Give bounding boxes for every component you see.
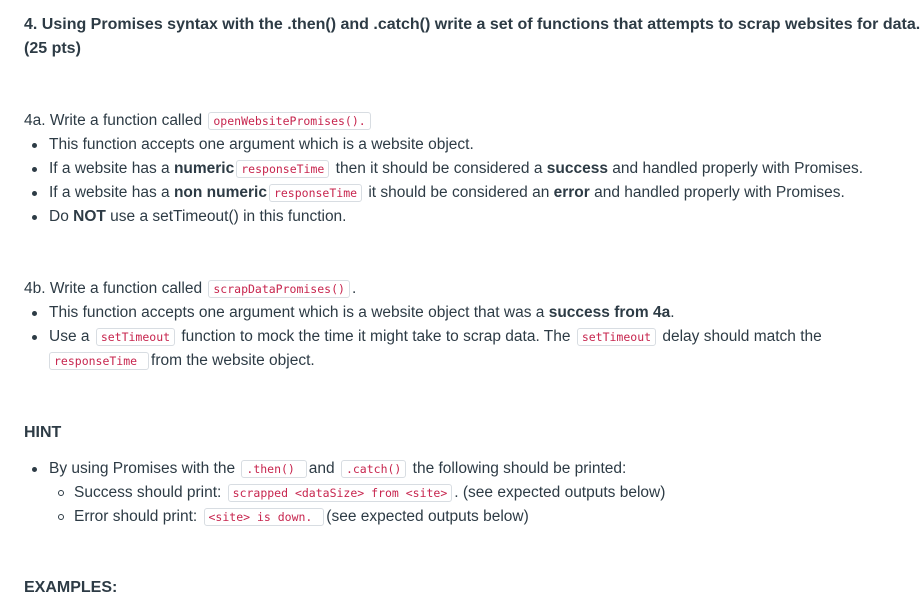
part-a-bullet-3-bold-2: error	[553, 184, 590, 201]
part-a-bullet-2-pre: If a website has a	[49, 160, 174, 177]
part-a-bullet-2-code: responseTime	[236, 160, 329, 178]
part-b-bullet-2-post: delay should match the	[658, 328, 822, 345]
hint-bullet-1-code-2: .catch()	[341, 460, 406, 478]
part-b-bullet-1	[49, 302, 675, 324]
hint-bullet-1	[49, 458, 626, 480]
hint-sub-2-post: (see expected outputs below)	[326, 508, 529, 525]
hint-sub-1-pre: Success should print:	[74, 484, 226, 501]
hint-sub-bullet-success	[74, 482, 665, 504]
part-a-intro	[24, 110, 373, 132]
part-a-bullet-3-code: responseTime	[269, 184, 362, 202]
part-a-function-name: openWebsitePromises().	[208, 112, 370, 130]
part-a-bullet-2-mid: then it should be considered a	[331, 160, 547, 177]
part-a-bullet-3-pre: If a website has a	[49, 184, 174, 201]
part-b-bullet-2-mid: function to mock the time it might take to scrap data. The	[177, 328, 575, 345]
hint-sub-bullet-error	[74, 506, 529, 528]
hint-sub-2-pre: Error should print:	[74, 508, 202, 525]
part-a-bullet-4-post: use a setTimeout() in this function.	[105, 208, 347, 225]
part-a-bullet-1	[49, 134, 474, 156]
part-b-bullet-2-pre: Use a	[49, 328, 94, 345]
part-b-bullet-2-code-2: setTimeout	[577, 328, 656, 346]
hint-sub-1-code: scrapped <dataSize> from <site>	[228, 484, 453, 502]
part-a-bullet-3	[49, 182, 845, 204]
part-a-bullet-2-bold: numeric	[173, 160, 235, 177]
part-b-bullet-2-cont-code: responseTime	[49, 352, 149, 370]
hint-heading: HINT	[24, 424, 62, 441]
question-points: (25 pts)	[24, 40, 81, 57]
hint-bullet-1-pre: By using Promises with the	[49, 460, 240, 477]
part-a-bullet-4	[49, 206, 347, 228]
part-b-bullet-1-bold: success from 4a	[548, 304, 671, 321]
part-b-intro	[24, 278, 356, 300]
hint-sub-1-post: . (see expected outputs below)	[454, 484, 666, 501]
part-a-bullet-4-pre: Do	[49, 208, 74, 225]
part-a-bullet-2-post: and handled properly with Promises.	[607, 160, 864, 177]
examples-heading: EXAMPLES:	[24, 579, 118, 596]
part-b-intro-post: .	[351, 280, 357, 297]
part-a-bullet-3-mid: it should be considered an	[364, 184, 554, 201]
part-a-bullet-4-bold: NOT	[73, 208, 106, 225]
part-a-bullet-2	[49, 158, 863, 180]
part-b-bullet-2-continued	[49, 350, 315, 372]
part-b-intro-text: 4b. Write a function called	[24, 280, 207, 297]
part-b-function-name: scrapDataPromises()	[208, 280, 350, 298]
hint-bullet-1-post: the following should be printed:	[408, 460, 627, 477]
part-a-intro-text: 4a. Write a function called	[24, 112, 207, 129]
part-b-bullet-1-pre: This function accepts one argument which is a website object that was a	[49, 304, 549, 321]
part-a-bullet-2-bold-2: success	[546, 160, 608, 177]
question-title: 4. Using Promises syntax with the .then() and .catch() write a set of functions that attempts to scrap websites for data.	[24, 16, 920, 33]
part-a-bullet-3-post: and handled properly with Promises.	[589, 184, 845, 201]
hint-sub-2-code: <site> is down.	[204, 508, 325, 526]
part-b-bullet-2-cont-post: from the website object.	[151, 352, 315, 369]
part-b-bullet-2	[49, 326, 822, 348]
part-a-bullet-1-text: This function accepts one argument which is a website object.	[49, 136, 474, 153]
hint-bullet-1-code: .then()	[241, 460, 306, 478]
part-b-bullet-2-code: setTimeout	[96, 328, 175, 346]
part-a-bullet-3-bold: non numeric	[173, 184, 267, 201]
hint-bullet-1-mid: and	[308, 460, 339, 477]
part-b-bullet-1-post: .	[670, 304, 675, 321]
